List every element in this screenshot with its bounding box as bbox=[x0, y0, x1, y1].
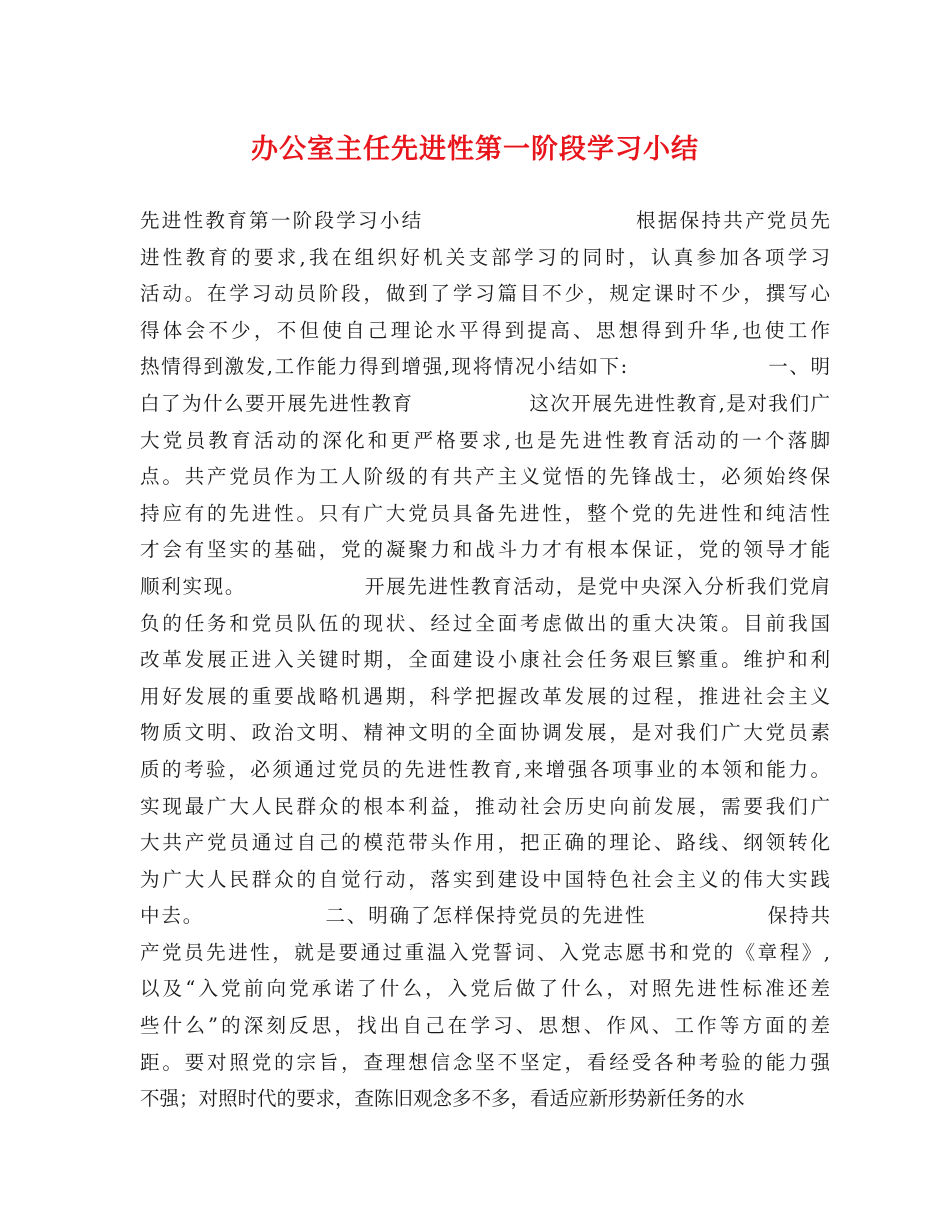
body-line: 不强；对照时代的要求，查陈旧观念多不多，看适应新形势新任务的水 bbox=[140, 1087, 745, 1111]
body-line: 负的任务和党员队伍的现状、经过全面考虑做出的重大决策。目前我国 bbox=[140, 611, 830, 635]
body-line: 物质文明、政治文明、精神文明的全面协调发展，是对我们广大党员素 bbox=[140, 721, 830, 745]
body-line: 顺利实现。 开展先进性教育活动，是党中央深入分析我们党肩 bbox=[140, 574, 830, 598]
body-line: 持应有的先进性。只有广大党员具备先进性，整个党的先进性和纯洁性 bbox=[140, 501, 830, 525]
body-line: 得体会不少，不但使自己理论水平得到提高、思想得到升华,也使工作 bbox=[140, 318, 830, 342]
body-line: 点。共产党员作为工人阶级的有共产主义觉悟的先锋战士，必须始终保 bbox=[140, 465, 830, 489]
body-line: 大共产党员通过自己的模范带头作用，把正确的理论、路线、纲领转化 bbox=[140, 831, 830, 855]
body-line: 用好发展的重要战略机遇期，科学把握改革发展的过程，推进社会主义 bbox=[140, 684, 830, 708]
body-line: 以及“入党前向党承诺了什么，入党后做了什么，对照先进性标准还差 bbox=[140, 977, 830, 1001]
body-line: 大党员教育活动的深化和更严格要求,也是先进性教育活动的一个落脚 bbox=[140, 428, 830, 452]
body-line: 中去。 二、明确了怎样保持党员的先进性 保持共 bbox=[140, 904, 830, 928]
body-line: 距。要对照党的宗旨，查理想信念坚不坚定，看经受各种考验的能力强 bbox=[140, 1050, 830, 1074]
body-line: 些什么”的深刻反思，找出自己在学习、思想、作风、工作等方面的差 bbox=[140, 1014, 830, 1038]
body-line: 才会有坚实的基础，党的凝聚力和战斗力才有根本保证，党的领导才能 bbox=[140, 538, 830, 562]
document-title: 办公室主任先进性第一阶段学习小结 bbox=[251, 134, 699, 165]
body-line: 实现最广大人民群众的根本利益，推动社会历史向前发展，需要我们广 bbox=[140, 794, 830, 818]
body-line: 先进性教育第一阶段学习小结 根据保持共产党员先 bbox=[140, 209, 830, 232]
body-line: 产党员先进性，就是要通过重温入党誓词、入党志愿书和党的《章程》, bbox=[140, 940, 830, 964]
document-body bbox=[140, 203, 830, 1118]
body-line: 活动。在学习动员阶段，做到了学习篇目不少，规定课时不少，撰写心 bbox=[140, 282, 830, 306]
body-line: 进性教育的要求,我在组织好机关支部学习的同时，认真参加各项学习 bbox=[140, 245, 830, 269]
body-line: 白了为什么要开展先进性教育 这次开展先进性教育,是对我们广 bbox=[140, 391, 830, 415]
body-line: 热情得到激发,工作能力得到增强,现将情况小结如下: 一、明 bbox=[140, 355, 830, 379]
body-line: 改革发展正进入关键时期，全面建设小康社会任务艰巨繁重。维护和利 bbox=[140, 648, 830, 672]
body-line: 为广大人民群众的自觉行动，落实到建设中国特色社会主义的伟大实践 bbox=[140, 867, 830, 891]
body-line: 质的考验，必须通过党员的先进性教育,来增强各项事业的本领和能力。 bbox=[140, 757, 830, 781]
